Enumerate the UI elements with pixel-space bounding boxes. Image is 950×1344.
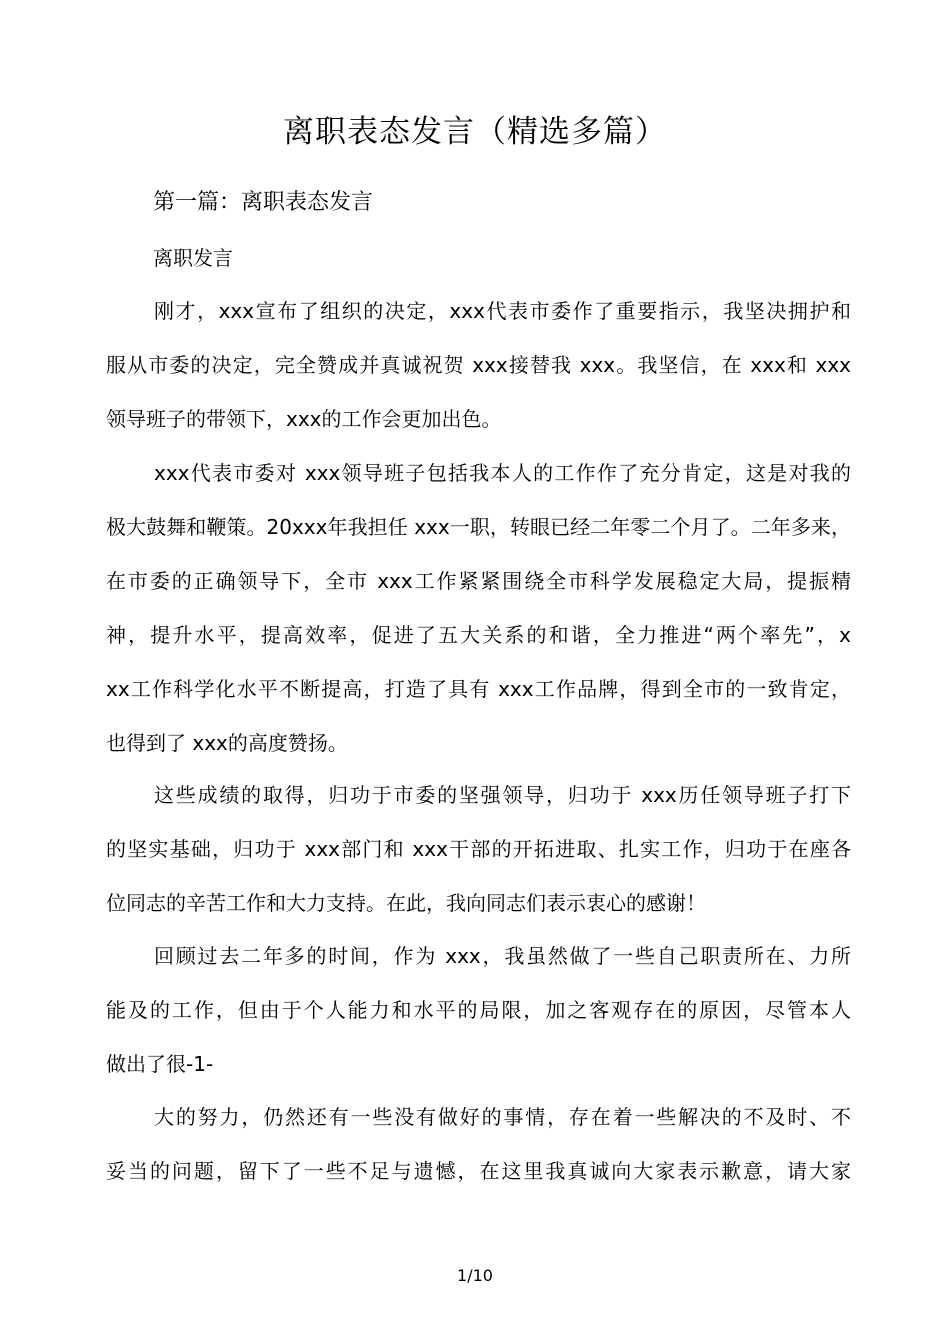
paragraph-2	[106, 446, 851, 770]
section-heading: 第一篇：离职表态发言	[153, 190, 374, 215]
paragraph-line: 这些成绩的取得，归功于市委的坚强领导，归功于 xxx历任领导班子打下	[154, 783, 851, 807]
paragraph-4	[106, 929, 851, 1091]
document-title: 离职表态发言（精选多篇）	[283, 114, 667, 150]
paragraph-line: 位同志的辛苦工作和大力支持。在此，我向同志们表示衷心的感谢！	[106, 891, 706, 915]
paragraph-line: 极大鼓舞和鞭策。20xxx年我担任 xxx一职，转眼已经二年零二个月了。二年多来，	[106, 515, 851, 539]
page-number: 1/10	[457, 1266, 493, 1285]
paragraph-line: 在市委的正确领导下，全市 xxx工作紧紧围绕全市科学发展稳定大局，提振精	[106, 569, 851, 593]
paragraph-line: 神，提升水平，提高效率，促进了五大关系的和谐，全力推进“两个率先”，x	[106, 623, 851, 647]
speech-subheading: 离职发言	[153, 246, 233, 270]
paragraph-line: 能及的工作，但由于个人能力和水平的局限，加之客观存在的原因，尽管本人	[106, 998, 851, 1022]
paragraph-line: 回顾过去二年多的时间，作为 xxx，我虽然做了一些自己职责所在、力所	[154, 944, 851, 968]
paragraph-line: 做出了很-1-	[106, 1052, 214, 1076]
paragraph-line: 刚才，xxx宣布了组织的决定，xxx代表市委作了重要指示，我坚决拥护和	[154, 299, 851, 323]
paragraph-line: 的坚实基础，归功于 xxx部门和 xxx干部的开拓进取、扎实工作，归功于在座各	[106, 837, 851, 861]
paragraph-line: xx工作科学化水平不断提高，打造了具有 xxx工作品牌，得到全市的一致肯定，	[106, 677, 851, 701]
paragraph-line: 服从市委的决定，完全赞成并真诚祝贺 xxx接替我 xxx。我坚信，在 xxx和 xxx	[106, 353, 851, 377]
paragraph-line: 妥当的问题，留下了一些不足与遗憾，在这里我真诚向大家表示歉意，请大家	[106, 1159, 851, 1183]
paragraph-3	[106, 768, 851, 930]
paragraph-1	[106, 284, 851, 446]
paragraph-line: xxx代表市委对 xxx领导班子包括我本人的工作作了充分肯定，这是对我的	[154, 461, 851, 485]
paragraph-line: 大的努力，仍然还有一些没有做好的事情，存在着一些解决的不及时、不	[154, 1105, 851, 1129]
paragraph-5	[106, 1090, 851, 1198]
paragraph-line: 也得到了 xxx的高度赞扬。	[106, 731, 348, 755]
paragraph-line: 领导班子的带领下，xxx的工作会更加出色。	[106, 407, 502, 431]
